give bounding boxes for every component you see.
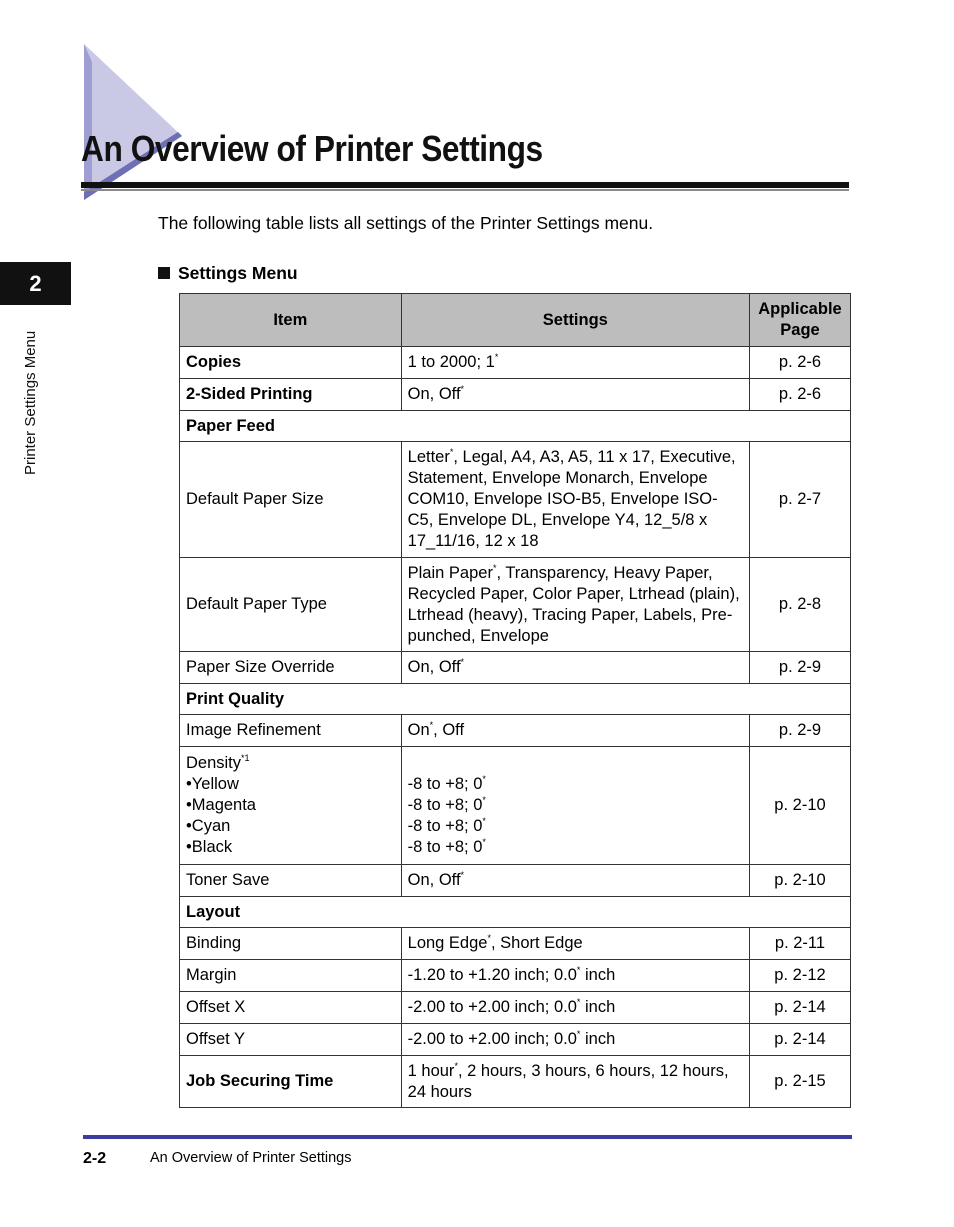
cell-item — [180, 960, 402, 992]
cell-settings — [401, 928, 749, 960]
cell-settings — [401, 1024, 749, 1056]
footer-rule — [83, 1135, 852, 1139]
item-label: Paper Size Override — [186, 658, 335, 676]
cell-settings — [401, 379, 749, 411]
cell-page: p. 2-8 — [749, 558, 850, 652]
sub-setting-value: -8 to +8; 0* — [407, 795, 486, 814]
cell-settings — [401, 558, 749, 652]
sub-item-label: •Magenta — [186, 796, 256, 814]
settings-spacer — [408, 753, 743, 774]
item-label: Density$^{*1}$ — [186, 753, 250, 772]
setting-value: On*, Off — [407, 720, 465, 739]
cell-item — [180, 558, 402, 652]
setting-value: On, Off* — [407, 384, 465, 403]
chapter-tab: 2 — [0, 262, 71, 305]
intro-text: The following table lists all settings of the Printer Settings menu. — [158, 213, 654, 233]
group-label: Layout — [180, 897, 851, 928]
setting-value: On, Off* — [407, 870, 465, 889]
footer-page-number: 2-2 — [83, 1150, 107, 1167]
cell-page: p. 2-6 — [749, 379, 850, 411]
item-label: Offset X — [186, 998, 246, 1016]
section-heading — [158, 263, 298, 284]
setting-value: Plain Paper*, Transparency, Heavy Paper, Recycled Paper, Color Paper, Ltrhead (plain), Ltrhead (heavy), Tracing Paper, Labels, Pre-punched, Envelope — [407, 562, 740, 645]
item-label: Binding — [186, 934, 242, 952]
cell-item — [180, 1024, 402, 1056]
table-row — [180, 1024, 851, 1056]
table-row — [180, 992, 851, 1024]
cell-settings — [401, 747, 749, 865]
table-row — [180, 347, 851, 379]
cell-page: p. 2-9 — [749, 715, 850, 747]
table-row — [180, 558, 851, 652]
cell-settings — [401, 442, 749, 558]
item-label: Offset Y — [186, 1030, 246, 1048]
item-label: Copies — [186, 353, 242, 371]
cell-item — [180, 379, 402, 411]
cell-page: p. 2-7 — [749, 442, 850, 558]
cell-item — [180, 747, 402, 865]
header-page: Applicable Page — [749, 294, 850, 347]
section-heading-text: Settings Menu — [178, 263, 298, 283]
cell-item — [180, 442, 402, 558]
setting-value: On, Off* — [407, 657, 465, 676]
setting-value: 1 to 2000; 1* — [407, 352, 499, 371]
sub-setting-value: -8 to +8; 0* — [407, 774, 486, 793]
footer-title: An Overview of Printer Settings — [150, 1150, 352, 1166]
cell-settings — [401, 652, 749, 684]
item-label: Default Paper Size — [186, 490, 324, 508]
group-label: Print Quality — [180, 684, 851, 715]
item-label: Job Securing Time — [186, 1072, 334, 1090]
item-label: Image Refinement — [186, 721, 321, 739]
square-bullet-icon — [158, 267, 170, 279]
sub-setting-value: -8 to +8; 0* — [407, 837, 486, 856]
title-rule — [81, 182, 849, 188]
cell-item — [180, 865, 402, 897]
setting-value: Letter*, Legal, A4, A3, A5, 11 x 17, Executive, Statement, Envelope Monarch, Envelope COM10, Envelope ISO-B5, Envelope ISO-C5, Envelope DL, Envelope Y4, 12_5/8 x 17_11/16, 12 x 18 — [407, 447, 736, 550]
page-title: An Overview of Printer Settings — [81, 128, 543, 169]
cell-page: p. 2-14 — [749, 1024, 850, 1056]
cell-page: p. 2-9 — [749, 652, 850, 684]
cell-item — [180, 992, 402, 1024]
header-settings: Settings — [401, 294, 749, 347]
table-header-row — [180, 294, 851, 347]
setting-value: Long Edge*, Short Edge — [407, 933, 583, 952]
table-row — [180, 379, 851, 411]
cell-page: p. 2-15 — [749, 1056, 850, 1108]
setting-value: -1.20 to +1.20 inch; 0.0* inch — [407, 965, 616, 984]
item-label: Default Paper Type — [186, 595, 327, 613]
sub-item-label: •Yellow — [186, 775, 239, 793]
cell-page: p. 2-14 — [749, 992, 850, 1024]
cell-settings — [401, 865, 749, 897]
item-label: 2-Sided Printing — [186, 385, 313, 403]
item-label: Toner Save — [186, 871, 270, 889]
sub-item-label: •Cyan — [186, 817, 231, 835]
chapter-triangle-graphic — [84, 44, 184, 202]
cell-page: p. 2-11 — [749, 928, 850, 960]
cell-settings — [401, 992, 749, 1024]
table-row — [180, 960, 851, 992]
setting-value: -2.00 to +2.00 inch; 0.0* inch — [407, 997, 616, 1016]
cell-page: p. 2-10 — [749, 865, 850, 897]
table-row — [180, 865, 851, 897]
table-row — [180, 928, 851, 960]
cell-item — [180, 715, 402, 747]
cell-page: p. 2-6 — [749, 347, 850, 379]
table-group-row — [180, 684, 851, 715]
settings-table — [179, 293, 851, 1108]
cell-settings — [401, 347, 749, 379]
cell-item — [180, 928, 402, 960]
table-row — [180, 747, 851, 865]
header-item: Item — [180, 294, 402, 347]
table-group-row — [180, 897, 851, 928]
table-row — [180, 715, 851, 747]
cell-item — [180, 652, 402, 684]
sub-item-label: •Black — [186, 838, 233, 856]
sub-setting-value: -8 to +8; 0* — [407, 816, 486, 835]
table-row — [180, 442, 851, 558]
cell-item — [180, 1056, 402, 1108]
side-label: Printer Settings Menu — [22, 330, 39, 475]
title-rule-thin — [81, 189, 849, 191]
item-label: Margin — [186, 966, 237, 984]
table-group-row — [180, 411, 851, 442]
table-row — [180, 652, 851, 684]
cell-settings — [401, 715, 749, 747]
table-row — [180, 1056, 851, 1108]
setting-value: 1 hour*, 2 hours, 3 hours, 6 hours, 12 hours, 24 hours — [407, 1060, 729, 1101]
cell-settings — [401, 1056, 749, 1108]
group-label: Paper Feed — [180, 411, 851, 442]
cell-item — [180, 347, 402, 379]
cell-settings — [401, 960, 749, 992]
cell-page: p. 2-12 — [749, 960, 850, 992]
setting-value: -2.00 to +2.00 inch; 0.0* inch — [407, 1029, 616, 1048]
cell-page: p. 2-10 — [749, 747, 850, 865]
